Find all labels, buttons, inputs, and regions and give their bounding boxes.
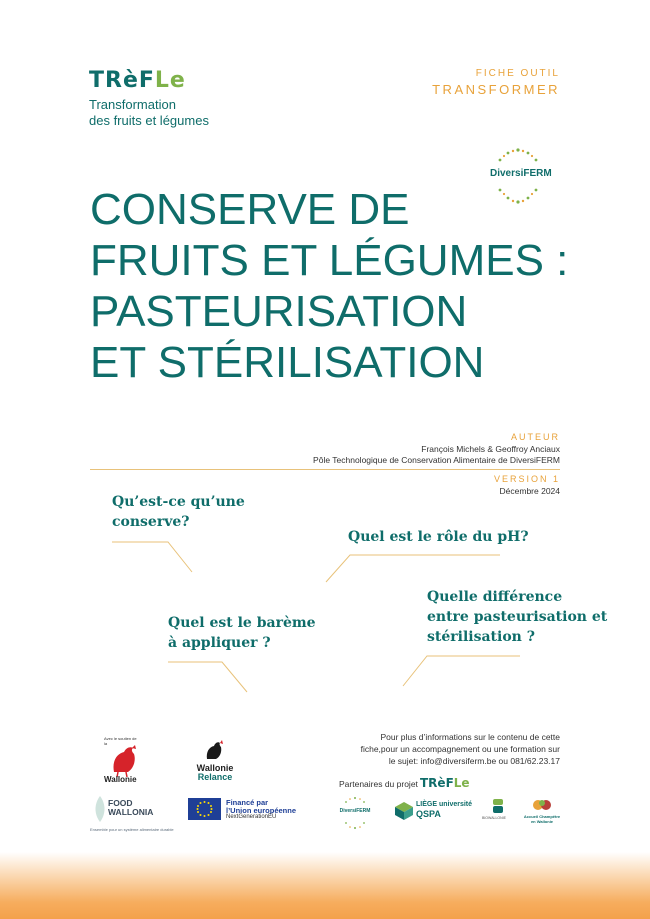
partner-biowallonie-text: BIOWALLONIE: [482, 816, 506, 820]
eu-line2: l’Union européenne: [226, 806, 297, 815]
relance-text: Relance: [197, 772, 233, 782]
connector-q4: [403, 656, 520, 686]
relance-wallonie-text: Wallonie: [196, 763, 234, 773]
question-ph-line1: Quel est le rôle du pH?: [348, 529, 529, 545]
partner-liege-qspa: [394, 801, 474, 823]
wallonie-name: Wallonie: [104, 775, 137, 784]
partner-biowallonie: [484, 797, 514, 827]
eu-line1: Financé par: [226, 798, 269, 807]
partners-label: Partenaires du projet: [339, 779, 418, 789]
version-label: VERSION 1: [493, 474, 560, 484]
footer-gradient-band: [0, 852, 650, 919]
cube-icon: [394, 801, 414, 821]
title-line3: PASTEURISATION: [90, 287, 468, 336]
contact-info-line2: fiche,pour un accompagnement ou une formation sur: [360, 744, 560, 754]
partner-accueil-champetre: [522, 797, 562, 829]
question-difference-line3: stérilisation ?: [427, 629, 535, 645]
question-difference: [427, 587, 607, 647]
wallonie-relance-logo: [190, 739, 240, 787]
question-conserve-line1: Qu’est-ce qu’une: [112, 494, 245, 510]
eu-flag-icon: [188, 798, 221, 820]
partner-accueil-line2: en Wallonie: [530, 819, 554, 824]
question-bareme: [168, 613, 316, 653]
partners-trefle-logo: [420, 776, 470, 790]
question-conserve: [112, 492, 245, 532]
partner-accueil-line1: Accueil Champêtre: [523, 814, 561, 819]
rooster-icon: [106, 742, 142, 778]
food-wallonia-line2: WALLONIA: [108, 807, 154, 817]
connector-q1: [112, 542, 192, 572]
rooster-icon: [203, 739, 227, 761]
trefle-subtitle-line1: Transformation: [89, 97, 176, 112]
food-wallonia-logo: [90, 794, 174, 834]
partner-liege-line2: QSPA: [416, 809, 441, 819]
stars-icon: [188, 798, 221, 820]
question-difference-line1: Quelle différence: [427, 589, 563, 605]
question-difference-line2: entre pasteurisation et: [427, 609, 608, 625]
question-conserve-line2: conserve?: [112, 514, 190, 530]
diversiferm-logo-text: DiversiFERM: [490, 168, 552, 179]
connector-q2: [326, 555, 500, 582]
contact-info: [320, 731, 560, 767]
partner-diversiferm: [338, 795, 372, 831]
partner-diversiferm-text: DiversiFERM: [339, 808, 371, 814]
eu-logo: [188, 798, 298, 822]
author-label: AUTEUR: [510, 432, 560, 442]
eu-line3: NextGenerationEU: [226, 814, 277, 820]
title-line4: ET STÉRILISATION: [90, 338, 485, 387]
title-line2: FRUITS ET LÉGUMES :: [90, 236, 569, 285]
question-bareme-line2: à appliquer ?: [168, 635, 271, 651]
flower-icon: [531, 797, 553, 813]
partners-trefle-right: Le: [453, 776, 470, 790]
version-date: Décembre 2024: [499, 486, 560, 496]
question-ph: [348, 527, 529, 547]
connector-q3: [168, 662, 247, 692]
question-bareme-line1: Quel est le barème: [168, 615, 316, 631]
partner-liege-line1: LIÈGE université: [416, 801, 473, 808]
title-line1: CONSERVE DE: [90, 185, 410, 234]
leaf-icon: [92, 794, 108, 824]
food-wallonia-line1: FOOD: [108, 798, 133, 808]
contact-info-line1: Pour plus d’informations sur le contenu de cette: [380, 732, 560, 742]
fiche-category: TRANSFORMER: [432, 82, 560, 97]
food-wallonia-caption: Ensemble pour un système alimentaire durable: [90, 827, 174, 832]
author-names: François Michels & Geoffroy Anciaux: [421, 444, 560, 454]
trefle-logo-right: Le: [154, 68, 186, 93]
trefle-logo-left: TRèF: [89, 68, 155, 93]
fiche-label: FICHE OUTIL: [475, 68, 560, 79]
contact-info-line3: le sujet: info@diversiferm.be ou 081/62.23.17: [388, 756, 560, 766]
trefle-subtitle-line2: des fruits et légumes: [89, 113, 209, 128]
leaf-icon: [488, 797, 508, 815]
wallonie-logo: [104, 736, 140, 786]
partners-trefle-left: TRèF: [420, 776, 454, 790]
author-organisation: Pôle Technologique de Conservation Alimentaire de DiversiFERM: [313, 455, 560, 465]
wallonie-caption: Avec le soutien de la: [104, 736, 137, 746]
